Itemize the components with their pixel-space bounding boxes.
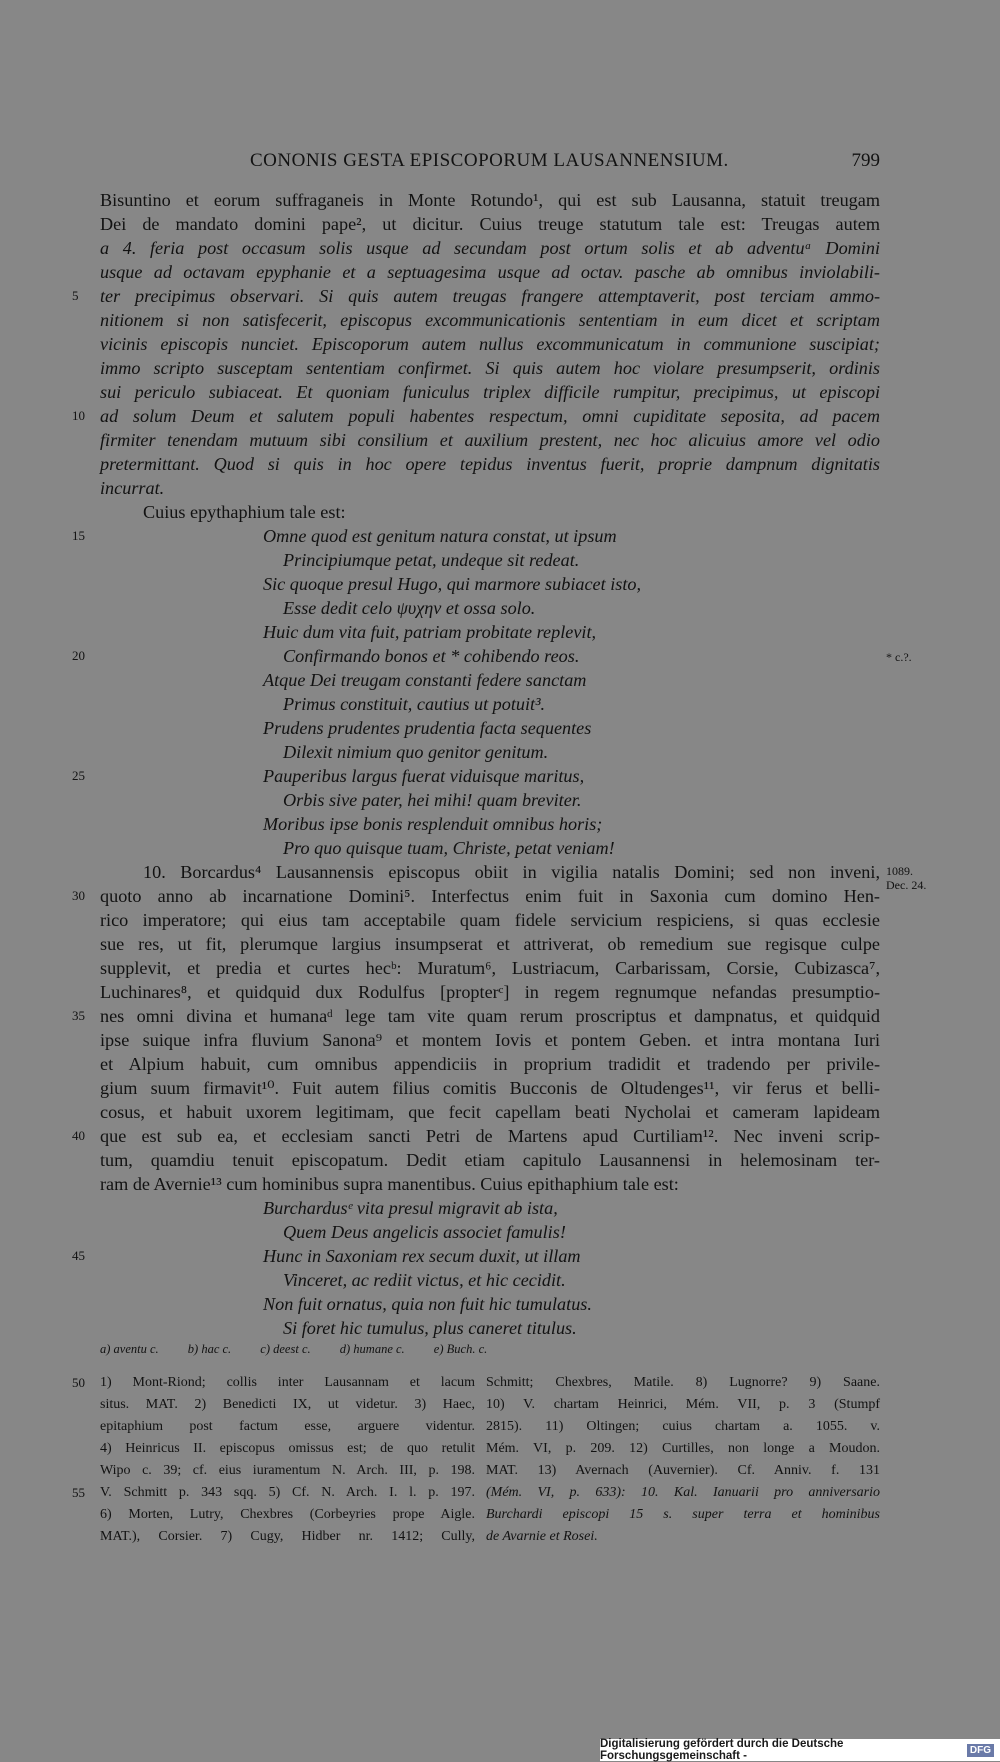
line-number: 20 — [72, 648, 85, 663]
verse-line: Sic quoque presul Hugo, qui marmore subiacet isto, — [263, 574, 642, 594]
text-line: a 4. feria post occasum solis usque ad secundam post ortum solis et ab adventuᵃ Domini — [100, 238, 880, 258]
apparatus-note: a) aventu c. — [100, 1342, 159, 1356]
text-line: Cuius epythaphium tale est: — [143, 502, 346, 522]
text-line: firmiter tenendam mutuum sibi consilium et auxilium prestent, nec hoc alicuius amore vel odio — [100, 430, 880, 450]
verse-line: Esse dedit celo ψυχην et ossa solo. — [283, 598, 536, 618]
line-number: 30 — [72, 888, 85, 903]
footnote-line: MAT. 13) Avernach (Auvernier). Cf. Anniv. f. 131 — [486, 1463, 880, 1478]
page-number: 799 — [851, 150, 880, 171]
text-line: supplevit, et predia et curtes hecᵇ: Muratum⁶, Lustriacum, Carbarissam, Corsie, Cubizasca⁷, — [100, 958, 880, 978]
dfg-logo-icon: DFG — [967, 1744, 994, 1757]
footnote-line: V. Schmitt p. 343 sqq. 5) Cf. N. Arch. I. l. p. 197. — [100, 1485, 475, 1500]
text-line: nes omni divina et humanaᵈ lege tam vite quam rerum proscriptus et dampnatus, et quidquid — [100, 1006, 880, 1026]
text-line: ad solum Deum et salutem populi habentes respectum, omni cupiditate seposita, ad pacem — [100, 406, 880, 426]
footnote-line: (Mém. VI, p. 633): 10. Kal. Ianuarii pro anniversario — [486, 1485, 880, 1500]
verse-line: Non fuit ornatus, quia non fuit hic tumulatus. — [263, 1294, 592, 1314]
footnote-line: 4) Heinricus II. episcopus omissus est; de quo retulit — [100, 1441, 475, 1456]
verse-line: Primus constituit, cautius ut potuit³. — [283, 694, 546, 714]
verse-line: Pauperibus largus fuerat viduisque maritus, — [263, 766, 585, 786]
text-line: ipse suique infra fluvium Sanona⁹ et montem Iovis et pontem Geben. et intra montana Iuri — [100, 1030, 880, 1050]
verse-line: Principiumque petat, undeque sit redeat. — [283, 550, 580, 570]
footnote-line: 2815). 11) Oltingen; cuius chartam a. 1055. v. — [486, 1419, 880, 1434]
footnote-line: epitaphium post factum esse, arguere videntur. — [100, 1419, 475, 1434]
text-line: usque ad octavam epyphanie et a septuagesima usque ad octav. pasche ab omnibus inviolabili- — [100, 262, 880, 282]
verse-line: Pro quo quisque tuam, Christe, petat veniam! — [283, 838, 615, 858]
footnote-line: Mém. VI, p. 209. 12) Curtilles, non longe a Moudon. — [486, 1441, 880, 1456]
verse-line: Moribus ipse bonis resplenduit omnibus horis; — [263, 814, 603, 834]
text-line: gium suum firmavit¹⁰. Fuit autem filius comitis Bucconis de Oltudenges¹¹, vir ferus et belli- — [100, 1078, 880, 1098]
footnote-line: Burchardi episcopi 15 s. super terra et hominibus — [486, 1507, 880, 1522]
line-number: 45 — [72, 1248, 85, 1263]
apparatus-note: d) humane c. — [339, 1342, 405, 1356]
verse-line: Hunc in Saxoniam rex secum duxit, ut illam — [263, 1246, 581, 1266]
footnote-line: Wipo c. 39; cf. eius iuramentum N. Arch. III, p. 198. — [100, 1463, 475, 1478]
footnote-line: 1) Mont-Riond; collis inter Lausannam et lacum — [100, 1375, 475, 1390]
apparatus-note: c) deest c. — [260, 1342, 311, 1356]
verse-line: Dilexit nimium quo genitor genitum. — [283, 742, 549, 762]
line-number: 5 — [72, 288, 79, 303]
line-number: 55 — [72, 1485, 85, 1500]
text-line: nitionem si non satisfecerit, episcopus excommunicationis sententiam in eum dicet et scriptam — [100, 310, 880, 330]
footnote-line: 6) Morten, Lutry, Chexbres (Corbeyries prope Aigle. — [100, 1507, 475, 1522]
digitization-credit: Digitalisierung gefördert durch die Deutsche Forschungsgemeinschaft - — [600, 1738, 844, 1762]
verse-line: Prudens prudentes prudentia facta sequentes — [263, 718, 592, 738]
text-line: rico imperatore; qui eius tam acceptabile quam fidele servicium respiciens, si quas ecclesie — [100, 910, 880, 930]
footnote-line: MAT.), Corsier. 7) Cugy, Hidber nr. 1412; Cully, — [100, 1529, 475, 1544]
margin-correction-note: * c.?. — [886, 650, 912, 664]
verse-line: Confirmando bonos et * cohibendo reos. — [283, 646, 580, 666]
line-number: 15 — [72, 528, 85, 543]
critical-apparatus — [100, 1340, 513, 1358]
footnote-line: de Avarnie et Rosei. — [486, 1529, 598, 1544]
apparatus-note: e) Buch. c. — [433, 1342, 488, 1356]
text-line: ram de Avernie¹³ cum hominibus supra manentibus. Cuius epithaphium tale est: — [100, 1174, 679, 1194]
line-number: 25 — [72, 768, 85, 783]
verse-line: Quem Deus angelicis associet famulis! — [283, 1222, 566, 1242]
margin-date-day: Dec. 24. — [886, 878, 927, 892]
verse-line: Atque Dei treugam constanti federe sanctam — [263, 670, 587, 690]
margin-date-year: 1089. — [886, 864, 913, 878]
verse-line: Omne quod est genitum natura constat, ut ipsum — [263, 526, 617, 546]
verse-line: Burchardusᵉ vita presul migravit ab ista, — [263, 1198, 558, 1218]
text-line: vicinis episcopis nunciet. Episcoporum autem nullus excommunicatum in communione suscipiat; — [100, 334, 880, 354]
text-line: cosus, et habuit uxorem legitimam, que fecit capellam beati Nycholai et cameram lapideam — [100, 1102, 880, 1122]
text-line: tum, quamdiu tenuit episcopatum. Dedit etiam capitulo Lausannensi in helemosinam ter- — [100, 1150, 880, 1170]
text-line: sue res, ut fit, plerumque largius insumpserat et attriverat, ob remedium sue regisque culpe — [100, 934, 880, 954]
text-line: et Alpium habuit, cum omnibus appendiciis in proprium tradidit et tradendo per privile- — [100, 1054, 880, 1074]
text-line: 10. Borcardus⁴ Lausannensis episcopus obiit in vigilia natalis Domini; sed non inveni, — [143, 862, 880, 882]
page-header — [100, 150, 880, 174]
digitization-credit-bar — [600, 1739, 1000, 1761]
line-number: 50 — [72, 1375, 85, 1390]
footnote-line: situs. MAT. 2) Benedicti IX, ut videtur. 3) Haec, — [100, 1397, 475, 1412]
text-line: pretermittant. Quod si quis in hoc opere tepidus inventus fuerit, proprie dampnum dignitatis — [100, 454, 880, 474]
verse-line: Huic dum vita fuit, patriam probitate replevit, — [263, 622, 597, 642]
running-title: CONONIS GESTA EPISCOPORUM LAUSANNENSIUM. — [250, 150, 729, 171]
text-line: Bisuntino et eorum suffraganeis in Monte Rotundo¹, qui est sub Lausanna, statuit treugam — [100, 190, 880, 210]
text-line: Luchinares⁸, et quidquid dux Rodulfus [propterᶜ] in regem regnumque nefandas presumptio- — [100, 982, 880, 1002]
text-line: quoto anno ab incarnatione Domini⁵. Interfectus enim fuit in Saxonia cum domino Hen- — [100, 886, 880, 906]
verse-line: Vinceret, ac rediit victus, et hic cecidit. — [283, 1270, 566, 1290]
verse-line: Si foret hic tumulus, plus caneret titulus. — [283, 1318, 577, 1338]
footnote-line: 10) V. chartam Heinrici, Mém. VII, p. 3 (Stumpf — [486, 1397, 880, 1412]
text-line: immo scripto susceptam sententiam confirmet. Si quis autem hoc violare presumpserit, ordinis — [100, 358, 880, 378]
footnote-line: Schmitt; Chexbres, Matile. 8) Lugnorre? 9) Saane. — [486, 1375, 880, 1390]
line-number: 10 — [72, 408, 85, 423]
text-line: sui periculo subiaceat. Et quoniam funiculus triplex difficile rumpitur, precipimus, ut episcopi — [100, 382, 880, 402]
text-line: que est sub ea, et ecclesiam sancti Petri de Martens apud Curtiliam¹². Nec inveni scrip- — [100, 1126, 880, 1146]
text-line: ter precipimus observari. Si quis autem treugas frangere attemptaverit, post terciam ammo- — [100, 286, 880, 306]
line-number: 35 — [72, 1008, 85, 1023]
apparatus-note: b) hac c. — [187, 1342, 232, 1356]
text-line: Dei de mandato domini pape², ut dicitur. Cuius treuge statutum tale est: Treugas autem — [100, 214, 880, 234]
line-number: 40 — [72, 1128, 85, 1143]
verse-line: Orbis sive pater, hei mihi! quam breviter. — [283, 790, 582, 810]
text-line: incurrat. — [100, 478, 165, 498]
